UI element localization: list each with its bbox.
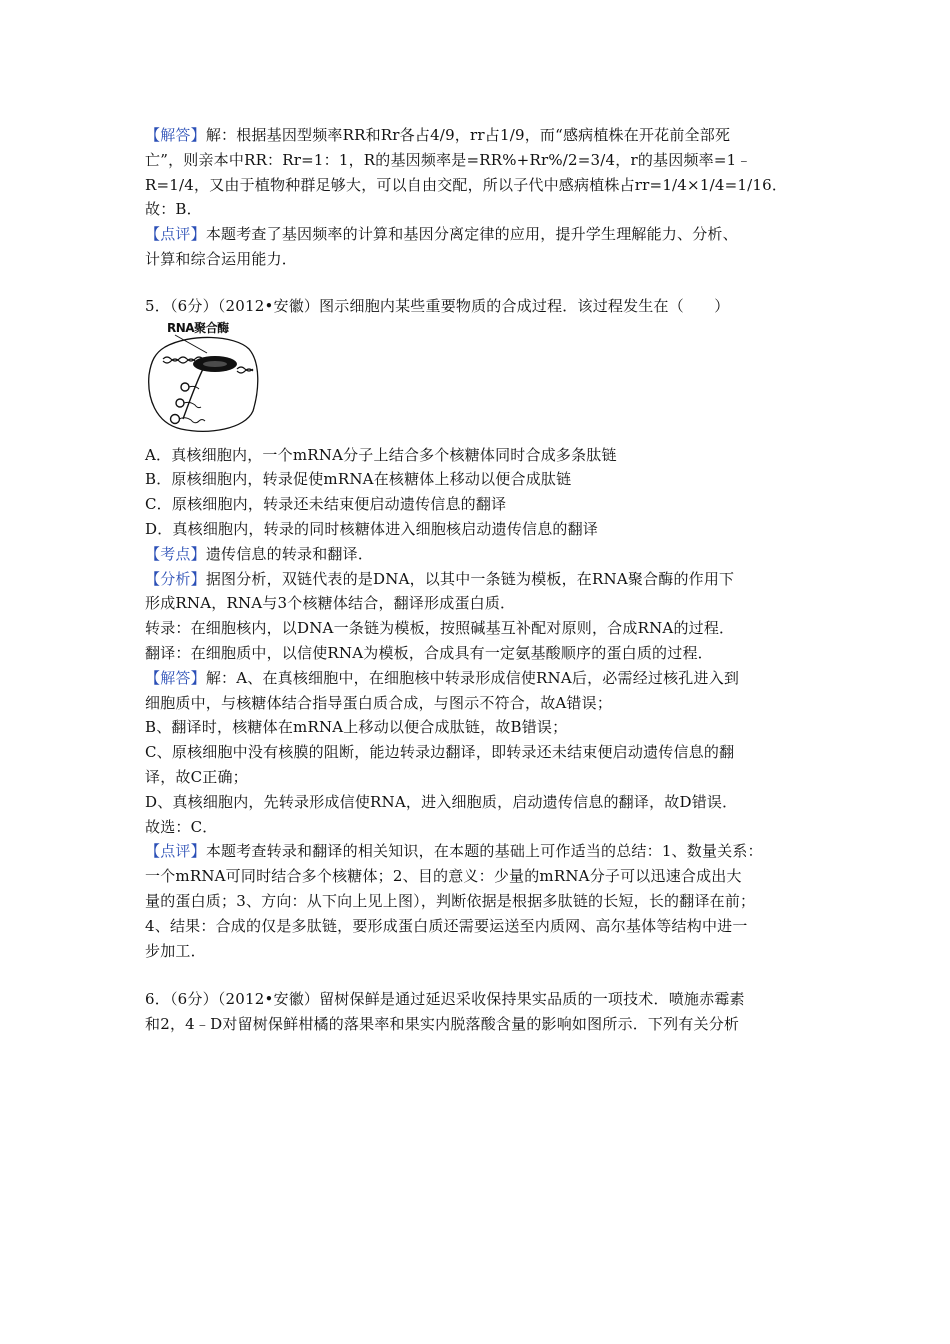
question-6-stem: 6．（6分）（2012•安徽）留树保鲜是通过延迟采收保持果实品质的一项技术．喷施赤霉素 bbox=[145, 990, 745, 1009]
question-5-stem: 5．（6分）（2012•安徽）图示细胞内某些重要物质的合成过程．该过程发生在（ ） bbox=[145, 296, 730, 315]
answer-line: 故选：C． bbox=[145, 817, 218, 836]
comment-tag: 【点评】 bbox=[145, 225, 206, 244]
mrna-strand bbox=[183, 369, 203, 419]
analysis-line: 转录：在细胞核内，以DNA一条链为模板，按照碱基互补配对原则，合成RNA的过程． bbox=[145, 619, 735, 638]
answer-line: 译，故C正确； bbox=[145, 767, 248, 786]
comment-line bbox=[145, 222, 813, 247]
answer-line: 亡”，则亲本中RR：Rr=1：1，R的基因频率是=RR%+Rr%/2=3/4，r的基因频率=1﹣ bbox=[145, 150, 752, 169]
answer-tag: 【解答】 bbox=[145, 126, 206, 144]
answer-tag: 【解答】 bbox=[145, 668, 206, 687]
answer-text: 解：A、在真核细胞中，在细胞核中转录形成信使RNA后，必需经过核孔进入到 bbox=[205, 668, 740, 687]
comment-line: 步加工． bbox=[145, 941, 206, 960]
answer-line: B、翻译时，核糖体在mRNA上移动以便合成肽链，故B错误； bbox=[145, 718, 568, 737]
answer-line bbox=[145, 123, 813, 148]
answer-line bbox=[145, 666, 813, 691]
answer-text: 解：根据基因型频率RR和Rr各占4/9，rr占1/9，而“感病植株在开花前全部死 bbox=[205, 126, 731, 144]
analysis-line bbox=[145, 567, 813, 592]
answer-line: 故：B． bbox=[145, 200, 202, 219]
option-d: D．真核细胞内，转录的同时核糖体进入细胞核启动遗传信息的翻译 bbox=[145, 519, 599, 538]
answer-line: 细胞质中，与核糖体结合指导蛋白质合成，与图示不符合，故A错误； bbox=[145, 693, 613, 712]
comment-line: 一个mRNA可同时结合多个核糖体；2、目的意义：少量的mRNA分子可以迅速合成出大 bbox=[145, 867, 742, 886]
comment-tag: 【点评】 bbox=[145, 842, 206, 861]
question-6-stem: 和2，4﹣D对留树保鲜柑橘的落果率和果实内脱落酸含量的影响如图所示．下列有关分析 bbox=[145, 1015, 740, 1034]
point-line bbox=[145, 542, 813, 567]
analysis-line: 形成RNA，RNA与3个核糖体结合，翻译形成蛋白质． bbox=[145, 594, 516, 613]
comment-line: 计算和综合运用能力． bbox=[145, 249, 298, 268]
comment-text: 本题考查了基因频率的计算和基因分离定律的应用，提升学生理解能力、分析、 bbox=[205, 225, 738, 244]
cell-membrane bbox=[149, 337, 258, 431]
cell-diagram bbox=[145, 319, 265, 437]
answer-line: D、真核细胞内，先转录形成信使RNA，进入细胞质，启动遗传信息的翻译，故D错误． bbox=[145, 792, 738, 811]
answer-line: C、原核细胞中没有核膜的阻断，能边转录边翻译，即转录还未结束便启动遗传信息的翻 bbox=[145, 743, 735, 762]
analysis-tag: 【分析】 bbox=[145, 569, 206, 588]
answer-line: R=1/4，又由于植物种群足够大，可以自由交配，所以子代中感病植株占rr=1/4×1/4=1/16． bbox=[145, 175, 788, 194]
option-b: B．原核细胞内，转录促使mRNA在核糖体上移动以便合成肽链 bbox=[145, 470, 572, 489]
point-tag: 【考点】 bbox=[145, 544, 206, 563]
analysis-line: 翻译：在细胞质中，以信使RNA为模板，合成具有一定氨基酸顺序的蛋白质的过程． bbox=[145, 643, 713, 662]
analysis-text: 据图分析，双链代表的是DNA，以其中一条链为模板，在RNA聚合酶的作用下 bbox=[205, 569, 735, 588]
comment-line: 4、结果：合成的仅是多肽链，要形成蛋白质还需要运送至内质网、高尔基体等结构中进一 bbox=[145, 916, 748, 935]
option-a: A．真核细胞内，一个mRNA分子上结合多个核糖体同时合成多条肽链 bbox=[145, 445, 617, 464]
point-text: 遗传信息的转录和翻译． bbox=[205, 544, 374, 563]
comment-line bbox=[145, 839, 813, 864]
document-page bbox=[145, 123, 813, 1037]
ribosome-2 bbox=[176, 399, 184, 407]
transcription-figure bbox=[145, 319, 265, 437]
ribosome-1 bbox=[181, 383, 189, 391]
comment-text: 本题考查转录和翻译的相关知识，在本题的基础上可作适当的总结：1、数量关系： bbox=[205, 842, 763, 861]
ribosome-3 bbox=[171, 414, 180, 423]
comment-line: 量的蛋白质；3、方向：从下向上见上图），判断依据是根据多肽链的长短，长的翻译在前； bbox=[145, 891, 756, 910]
option-c: C．原核细胞内，转录还未结束便启动遗传信息的翻译 bbox=[145, 495, 507, 514]
rna-polymerase-label: RNA聚合酶 bbox=[167, 320, 229, 335]
